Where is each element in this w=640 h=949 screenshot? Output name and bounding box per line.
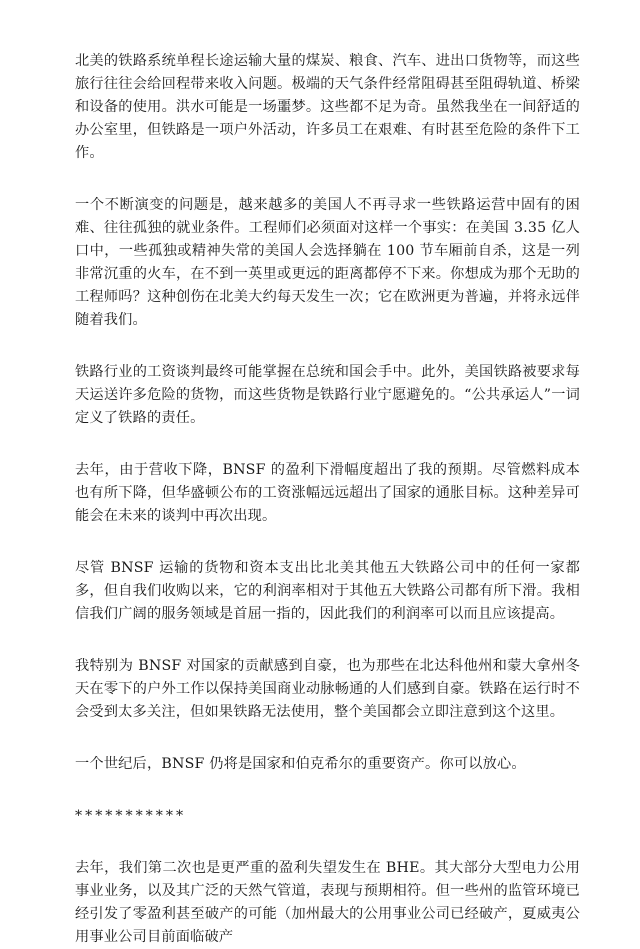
paragraph-profit-margin: 尽管 BNSF 运输的货物和资本支出比北美其他五大铁路公司中的任何一家都多，但自我们收购以来，它的利润率相对于其他五大铁路公司都有所下滑。我相信我们广阔的服务领域是首屈一指的，因此我们的利润率可以而且应该提高。 (75, 560, 580, 622)
paragraph-last-year-bnsf: 去年，由于营收下降，BNSF 的盈利下滑幅度超出了我的预期。尽管燃料成本也有所下降，但华盛顿公布的工资涨幅远远超出了国家的通胀目标。这种差异可能会在未来的谈判中再次出现。 (75, 462, 580, 524)
paragraph-wage-negotiation: 铁路行业的工资谈判最终可能掌握在总统和国会手中。此外，美国铁路被要求每天运送许多危险的货物，而这些货物是铁路行业宁愿避免的。“公共承运人”一词定义了铁路的责任。 (75, 364, 580, 426)
paragraph-rail-system: 北美的铁路系统单程长途运输大量的煤炭、粮食、汽车、进出口货物等，而这些旅行往往会给回程带来收入问题。极端的天气条件经常阻碍甚至阻碍轨道、桥梁和设备的使用。洪水可能是一场噩梦。这些都不足为奇。虽然我坐在一间舒适的办公室里，但铁路是一项户外活动，许多员工在艰难、有时甚至危险的条件下工作。 (75, 53, 580, 161)
section-divider-stars: *********** (75, 808, 187, 824)
paragraph-evolving-problem: 一个不断演变的问题是，越来越多的美国人不再寻求一些铁路运营中固有的困难、往往孤独的就业条件。工程师们必须面对这样一个事实：在美国 3.35 亿人口中，一些孤独或精神失常的美国人会选择躺在 100 节车厢前自杀，这是一列非常沉重的火车，在不到一英里或更远的距离都停不下来。你想成为那个无助的工程师吗？这种创伤在北美大约每天发生一次；它在欧洲更为普遍，并将永远伴随着我们。 (75, 197, 580, 328)
paragraph-century-later: 一个世纪后，BNSF 仍将是国家和伯克希尔的重要资产。你可以放心。 (75, 756, 526, 772)
paragraph-bhe-disappointment: 去年，我们第二次也是更严重的盈利失望发生在 BHE。其大部分大型电力公用事业业务，以及其广泛的天然气管道，表现与预期相符。但一些州的监管环境已经引发了零盈利甚至破产的可能（加州最大的公用事业公司已经破产，夏威夷公用事业公司目前面临破产 (75, 860, 580, 945)
paragraph-proud-contribution: 我特别为 BNSF 对国家的贡献感到自豪，也为那些在北达科他州和蒙大拿州冬天在零下的户外工作以保持美国商业动脉畅通的人们感到自豪。铁路在运行时不会受到太多关注，但如果铁路无法使用，整个美国都会立即注意到这个这里。 (75, 658, 580, 720)
